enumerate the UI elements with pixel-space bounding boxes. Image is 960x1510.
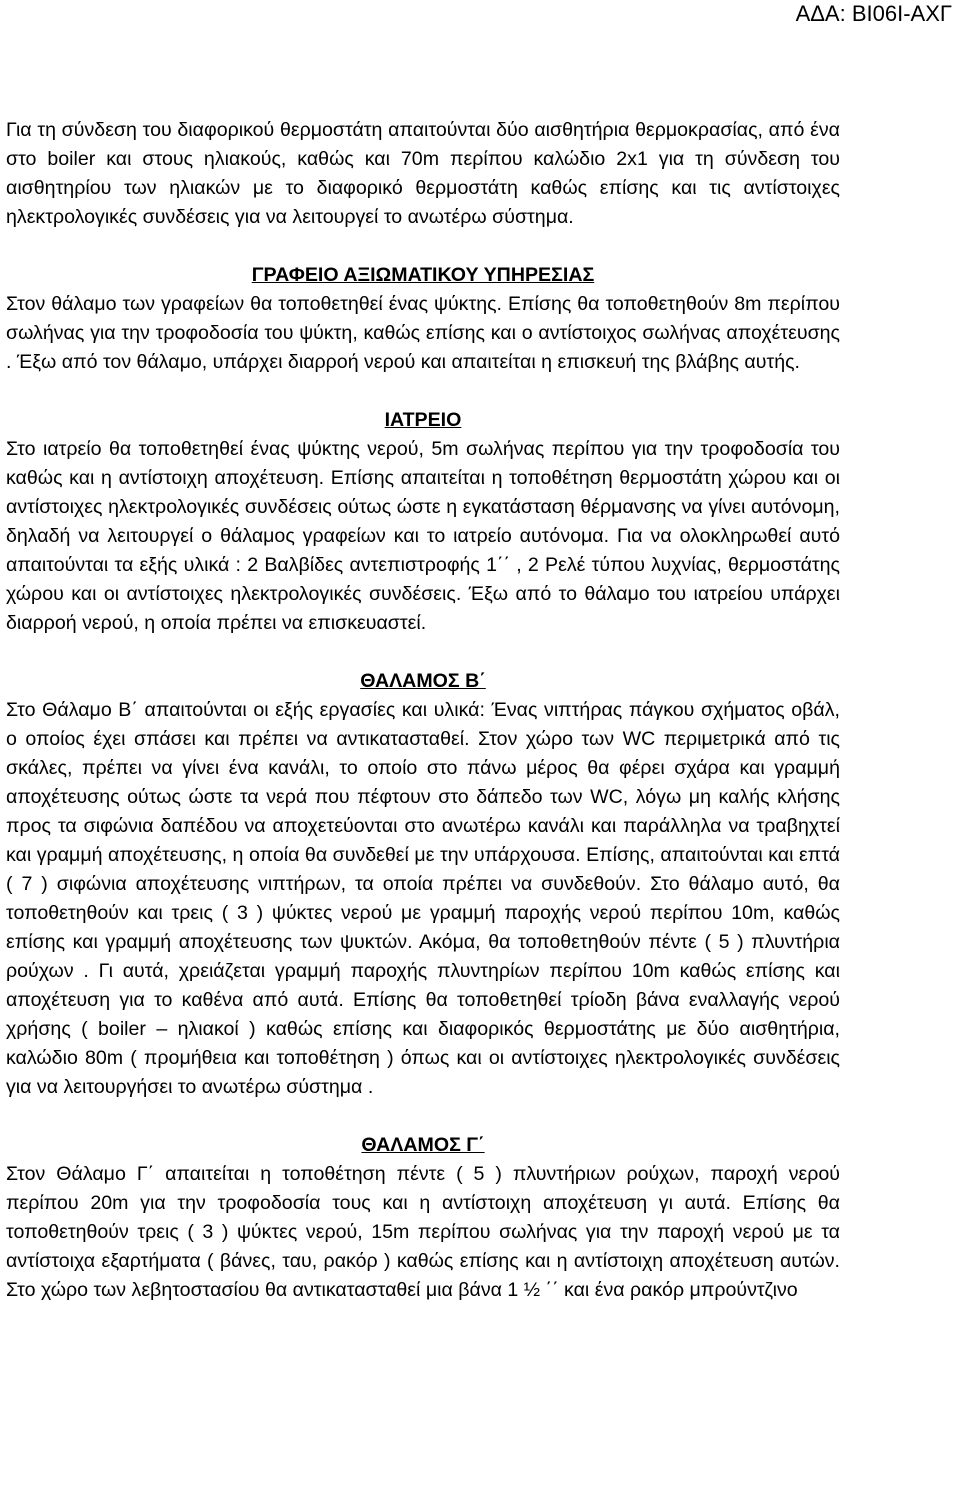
section-heading-ward-b: ΘΑΛΑΜΟΣ Β΄ — [360, 670, 486, 692]
section-text-ward-b: Στο Θάλαμο Β΄ απαιτούνται οι εξής εργασίες και υλικά: Ένας νιπτήρας πάγκου σχήματος οβάλ, ο οποίος έχει σπάσει και πρέπει να αντικατασταθεί. Στον χώρο των WC περιμετρικά από τις σκάλες, πρέπει να γίνει ένα κανάλι, το οποίο στο πάνω μέρος θα φέρει σχάρα και γραμμή αποχέτευσης ούτως ώστε τα νερά που πέφτουν στο δάπεδο των WC, λόγω μη καλής κλήσης προς τα σιφώνια δαπέδου να αποχετεύονται στο ανωτέρω κανάλι και παράλληλα να τραβηχτεί και γραμμή αποχέτευσης, η οποία θα συνδεθεί με την υπάρχουσα. Επίσης, απαιτούνται και επτά ( 7 ) σιφώνια αποχέτευσης νιπτήρων, τα οποία πρέπει να συνδεθούν. Στο θάλαμο αυτό, θα τοποθετηθούν και τρεις ( 3 ) ψύκτες νερού με γραμμή παροχής νερού περίπου 10m, καθώς επίσης και γραμμή αποχέτευσης των ψυκτών. Ακόμα, θα τοποθετηθούν πέντε ( 5 ) πλυντήρια ρούχων . Γι αυτά, χρειάζεται γραμμή παροχής πλυντηρίων περίπου 10m καθώς επίσης και αποχέτευση για το καθένα από αυτά. Επίσης θα τοποθετηθεί τρίοδη βάνα εναλλαγής νερού χρήσης ( boiler – ηλιακοί ) καθώς επίσης και διαφορικός θερμοστάτης με δύο αισθητήρια, καλώδιο 80m ( προμήθεια και τοποθέτηση ) όπως και οι αντίστοιχες ηλεκτρολογικές συνδέσεις για να λειτουργήσει το ανωτέρω σύστημα . — [6, 699, 840, 1098]
spacer — [6, 377, 840, 406]
section-heading-officer-office: ΓΡΑΦΕΙΟ ΑΞΙΩΜΑΤΙΚΟΥ ΥΠΗΡΕΣΙΑΣ — [251, 264, 595, 286]
section-heading-ward-c: ΘΑΛΑΜΟΣ Γ΄ — [361, 1134, 485, 1156]
section-text-officer-office: Στον θάλαμο των γραφείων θα τοποθετηθεί ένας ψύκτης. Επίσης θα τοποθετηθούν 8m περίπου σωλήνας για την τροφοδοσία του ψύκτη, καθώς επίσης και ο αντίστοιχος σωλήνας αποχέτευσης . Έξω από τον θάλαμο, υπάρχει διαρροή νερού και απαιτείται η επισκευή της βλάβης αυτής. — [6, 293, 840, 373]
spacer — [6, 1102, 840, 1131]
document-body — [6, 116, 840, 1305]
document-reference-code: ΑΔΑ: ΒΙ06Ι-ΑΧΓ — [795, 1, 952, 26]
spacer — [6, 232, 840, 261]
spacer — [6, 638, 840, 667]
section-heading-infirmary: ΙΑΤΡΕΙΟ — [384, 409, 462, 431]
section-text-ward-c: Στον Θάλαμο Γ΄ απαιτείται η τοποθέτηση πέντε ( 5 ) πλυντήριων ρούχων, παροχή νερού περίπου 20m για την τροφοδοσία τους και η αντίστοιχη αποχέτευση γι αυτά. Επίσης θα τοποθετηθούν τρεις ( 3 ) ψύκτες νερού, 15m περίπου σωλήνας για την παροχή νερού με τα αντίστοιχα εξαρτήματα ( βάνες, ταυ, ρακόρ ) καθώς επίσης και η αντίστοιχη αποχέτευση αυτών. Στο χώρο των λεβητοστασίου θα αντικατασταθεί μια βάνα 1 ½ ΄΄ και ένα ρακόρ μπρούντζινο — [6, 1163, 840, 1301]
intro-paragraph: Για τη σύνδεση του διαφορικού θερμοστάτη απαιτούνται δύο αισθητήρια θερμοκρασίας, από ένα στο boiler και στους ηλιακούς, καθώς και 70m περίπου καλώδιο 2x1 για τη σύνδεση του αισθητηρίου των ηλιακών με το διαφορικό θερμοστάτη καθώς επίσης και τις αντίστοιχες ηλεκτρολογικές συνδέσεις για να λειτουργεί το ανωτέρω σύστημα. — [6, 119, 840, 228]
section-text-infirmary: Στο ιατρείο θα τοποθετηθεί ένας ψύκτης νερού, 5m σωλήνας περίπου για την τροφοδοσία του καθώς και η αντίστοιχη αποχέτευση. Επίσης απαιτείται η τοποθέτηση θερμοστάτη χώρου και οι αντίστοιχες ηλεκτρολογικές συνδέσεις ούτως ώστε η εγκατάσταση θέρμανσης να γίνει αυτόνομη, δηλαδή να λειτουργεί ο θάλαμος γραφείων και το ιατρείο αυτόνομα. Για να ολοκληρωθεί αυτό απαιτούνται τα εξής υλικά : 2 Βαλβίδες αντεπιστροφής 1΄΄ , 2 Ρελέ τύπου λυχνίας, θερμοστάτης χώρου και οι αντίστοιχες ηλεκτρολογικές συνδέσεις. Έξω από το θάλαμο του ιατρείου υπάρχει διαρροή νερού, η οποία πρέπει να επισκευαστεί. — [6, 438, 840, 634]
